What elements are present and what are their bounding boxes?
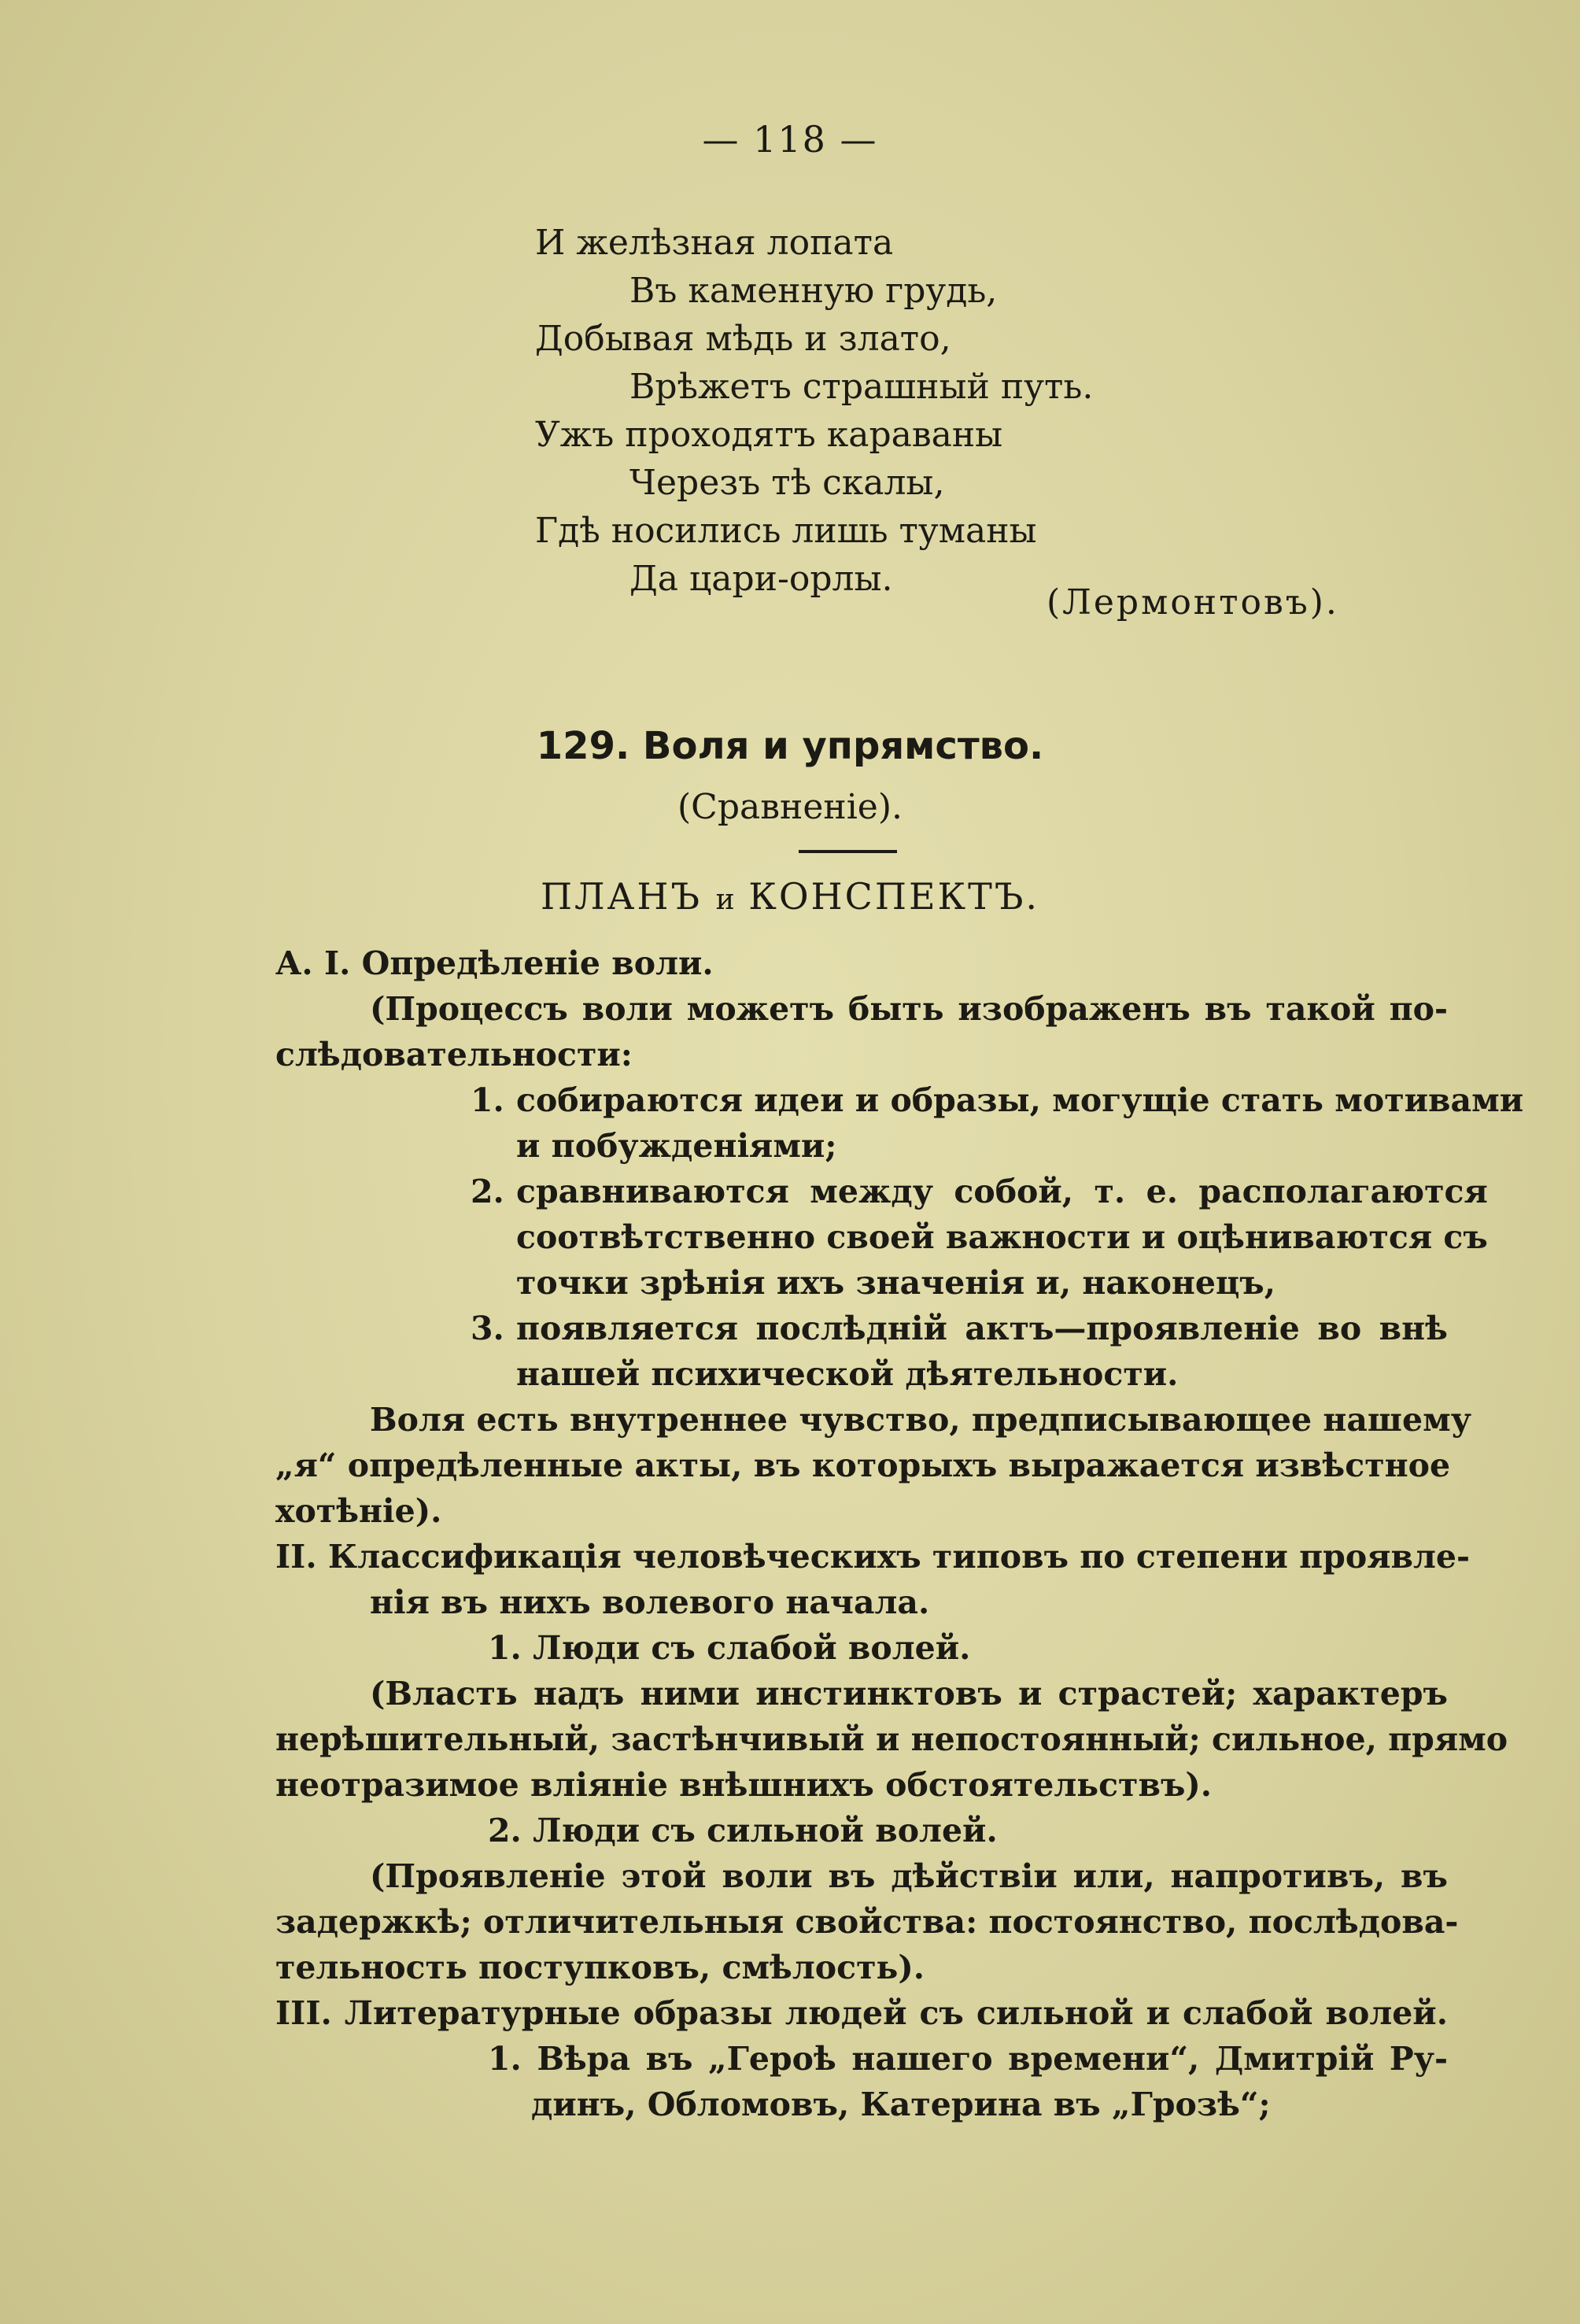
poem-line: Да цари-орлы.: [629, 559, 893, 599]
paragraph-line: нія въ нихъ волевого начала.: [370, 1583, 930, 1621]
paragraph-line: (Процессъ воли можетъ быть изображенъ въ такой по-: [370, 990, 1448, 1028]
list-line: сравниваются между собой, т. е. располагаются: [516, 1173, 1488, 1210]
paragraph-line: тельность поступковъ, смѣлость).: [275, 1949, 925, 1986]
outline-heading-iii: III. Литературные образы людей съ сильной и слабой волей.: [275, 1994, 1448, 2032]
list-number: 1.: [471, 1081, 504, 1119]
paragraph-line: (Власть надъ ними инстинктовъ и страстей; характеръ: [370, 1675, 1448, 1713]
subitem-heading: 2. Люди съ сильной волей.: [488, 1812, 998, 1849]
poem-line: Черезъ тѣ скалы,: [629, 463, 945, 503]
list-number: 2.: [471, 1173, 504, 1210]
list-item: [471, 1306, 1448, 1397]
paragraph-line: слѣдовательности:: [275, 1036, 633, 1073]
list-line: соотвѣтственно своей важности и оцѣниваются съ: [516, 1218, 1488, 1256]
poem-author: (Лермонтовъ).: [1047, 582, 1339, 623]
list-number: 3.: [471, 1310, 504, 1347]
poem-line: Врѣжетъ страшный путь.: [629, 367, 1094, 407]
plan-heading: [0, 875, 1580, 918]
plan-word: ПЛАНЪ: [540, 875, 702, 918]
list-line: нашей психической дѣятельности.: [516, 1355, 1179, 1393]
paragraph-line: неотразимое вліяніе внѣшнихъ обстоятельствъ).: [275, 1766, 1213, 1804]
divider: [799, 850, 897, 853]
poem-stanza: [535, 219, 1093, 603]
section-title: 129. Воля и упрямство.: [536, 724, 1044, 768]
subitem-heading: 1. Вѣра въ „Героѣ нашего времени“, Дмитрій Ру-: [488, 2040, 1448, 2078]
poem-line: Гдѣ носились лишь туманы: [535, 511, 1037, 551]
poem-line: Добывая мѣдь и злато,: [535, 319, 951, 359]
list-line: точки зрѣнія ихъ значенія и, наконецъ,: [516, 1264, 1276, 1302]
outline-heading-a1: А. І. Опредѣленіе воли.: [275, 944, 714, 982]
list-line: появляется послѣдній актъ—проявленіе во внѣ: [516, 1310, 1448, 1347]
subitem-heading: 1. Люди съ слабой волей.: [488, 1629, 971, 1667]
outline-heading-ii: II. Классификація человѣческихъ типовъ по степени проявле-: [275, 1538, 1470, 1576]
list-line: собираются идеи и образы, могущіе стать мотивами: [516, 1081, 1524, 1119]
outline-body: [275, 940, 1524, 2127]
paragraph-line: динъ, Обломовъ, Катерина въ „Грозѣ“;: [531, 2086, 1271, 2123]
list-item: [471, 1077, 1524, 1169]
section-subtitle: (Сравненіе).: [677, 787, 903, 827]
paragraph-line: Воля есть внутреннее чувство, предписывающее нашему: [370, 1401, 1471, 1439]
poem-line: Въ каменную грудь,: [629, 271, 998, 311]
paragraph-line: задержкѣ; отличительныя свойства: постоянство, послѣдова-: [275, 1903, 1459, 1941]
poem-line: Ужъ проходятъ караваны: [535, 415, 1003, 455]
page-number: — 118 —: [702, 118, 878, 161]
paragraph-line: „я“ опредѣленные акты, въ которыхъ выражается извѣстное: [275, 1446, 1451, 1484]
poem-line: И желѣзная лопата: [535, 223, 894, 263]
plan-conjunction: и: [715, 884, 735, 916]
list-item: [471, 1169, 1488, 1306]
konspekt-word: КОНСПЕКТЪ.: [748, 875, 1040, 918]
paragraph-line: нерѣшительный, застѣнчивый и непостоянный; сильное, прямо: [275, 1720, 1508, 1758]
paragraph-line: (Проявленіе этой воли въ дѣйствіи или, напротивъ, въ: [370, 1857, 1448, 1895]
list-line: и побужденіями;: [516, 1127, 837, 1165]
paragraph-line: хотѣніе).: [275, 1492, 442, 1530]
